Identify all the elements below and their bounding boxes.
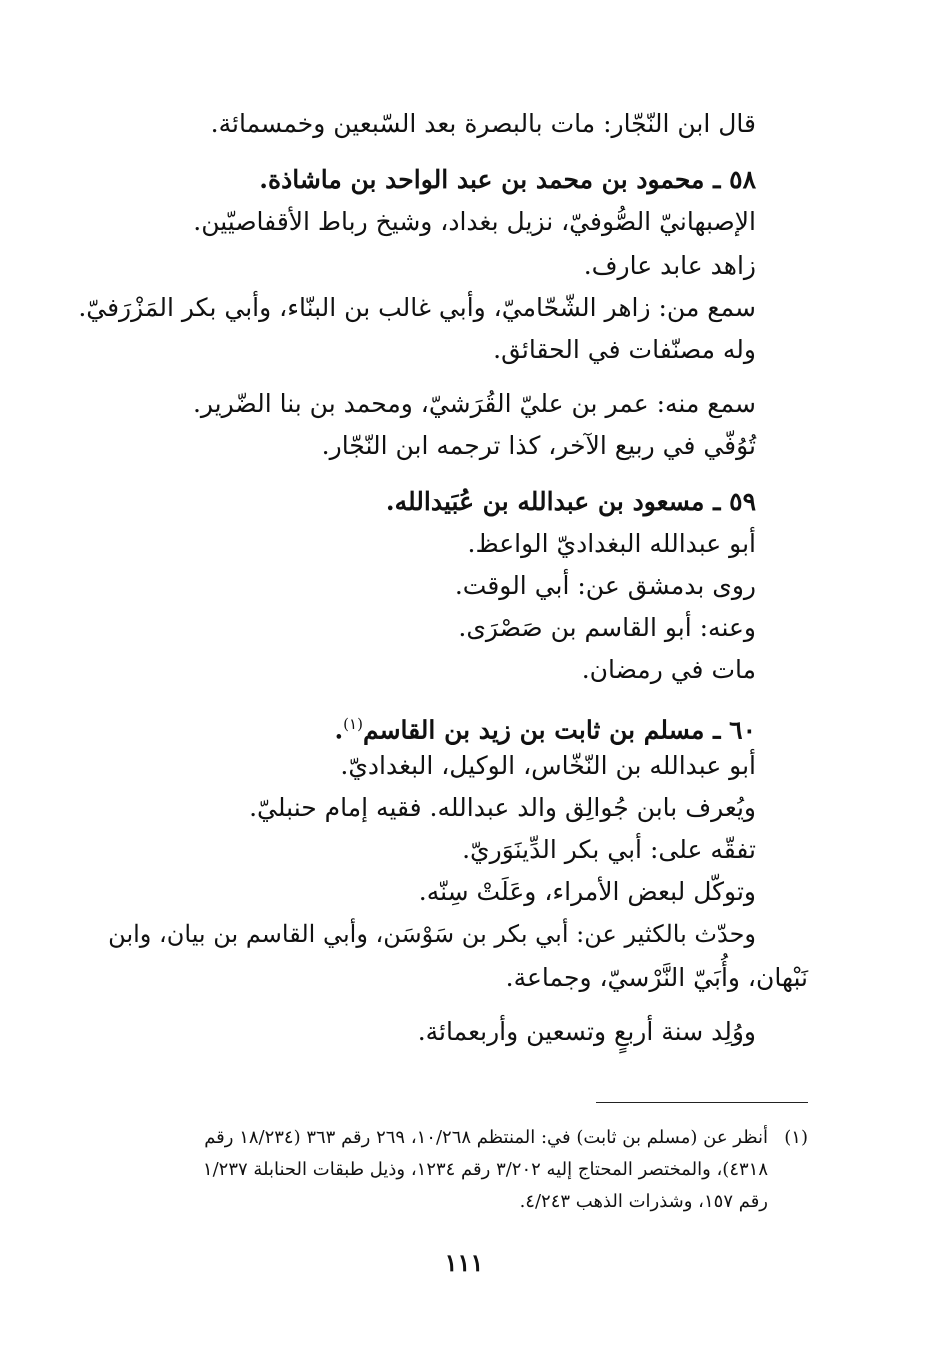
- entry-heading-60-text: ٦٠ ـ مسلم بن ثابت بن زيد بن القاسم: [362, 715, 756, 745]
- text-line: سمع منه: عمر بن عليّ القُرَشيّ، ومحمد بن بنا الضّرير.: [192, 389, 756, 418]
- footnote-number: (١): [784, 1127, 808, 1148]
- text-line: سمع من: زاهر الشّحّاميّ، وأبي غالب بن البنّاء، وأبي بكر المَزْرَفيّ.: [78, 293, 756, 322]
- text-line: زاهد عابد عارف.: [583, 251, 756, 280]
- entry-heading-59: ٥٩ ـ مسعود بن عبدالله بن عُبَيدالله.: [385, 487, 756, 516]
- footnote-divider: [596, 1102, 808, 1103]
- text-line: تُوُفّي في ربيع الآخر، كذا ترجمه ابن النّجّار.: [321, 431, 756, 460]
- footnote-line: رقم ١٥٧، وشذرات الذهب ٤/٢٤٣.: [519, 1191, 768, 1212]
- footnote-line: ٤٣١٨)، والمختصر المحتاج إليه ٣/٢٠٢ رقم ١٢٣٤، وذيل طبقات الحنابلة ١/٢٣٧: [202, 1159, 768, 1180]
- footnote-marker: (١): [343, 715, 363, 733]
- text-line: روى بدمشق عن: أبي الوقت.: [454, 571, 756, 600]
- entry-heading-60: [334, 704, 756, 744]
- text-line: وعنه: أبو القاسم بن صَصْرَى.: [458, 613, 756, 642]
- text-line-death-note: قال ابن النّجّار: مات بالبصرة بعد السّبعين وخمسمائة.: [210, 109, 756, 138]
- text-line: أبو عبدالله البغداديّ الواعظ.: [467, 529, 756, 558]
- text-line: تفقّه على: أبي بكر الدِّينَوَريّ.: [462, 835, 756, 864]
- text-line: الإصبهانيّ الصُّوفيّ، نزيل بغداد، وشيخ رباط الأقفاصيّين.: [193, 207, 756, 236]
- heading-end-mark: .: [334, 715, 344, 745]
- text-line: مات في رمضان.: [581, 655, 756, 684]
- text-line: وحدّث بالكثير عن: أبي بكر بن سَوْسَن، وأبي القاسم بن بيان، وابن: [108, 920, 756, 948]
- text-line: ووُلِد سنة أربعٍ وتسعين وأربعمائة.: [417, 1017, 756, 1046]
- entry-heading-58: ٥٨ ـ محمود بن محمد بن عبد الواحد بن ماشاذة.: [259, 165, 756, 194]
- text-line: نَبْهان، وأُبَيّ النَّرْسيّ، وجماعة.: [505, 963, 808, 992]
- text-line: أبو عبدالله بن النّخّاس، الوكيل، البغداديّ.: [340, 751, 756, 780]
- text-line: وله مصنّفات في الحقائق.: [493, 335, 756, 364]
- footnote-line: أنظر عن (مسلم بن ثابت) في: المنتظم ١٠/٢٦٨، ٢٦٩ رقم ٣٦٣ (١٨/٢٣٤ رقم: [204, 1127, 768, 1148]
- text-line: ويُعرف بابن جُوالِق والد عبدالله. فقيه إمام حنبليّ.: [249, 793, 756, 822]
- page-number: ١١١: [444, 1248, 484, 1277]
- text-line: وتوكّل لبعض الأمراء، وعَلَتْ سِنّه.: [418, 877, 756, 906]
